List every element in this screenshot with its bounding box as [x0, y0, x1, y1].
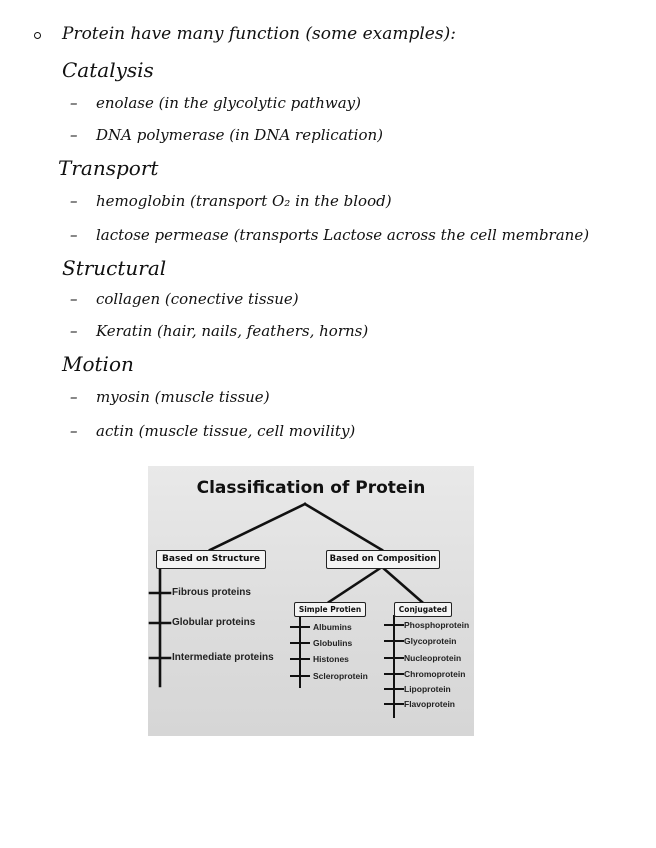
dash-icon: –: [70, 126, 78, 144]
structure-item: Intermediate proteins: [172, 652, 274, 663]
conjugated-item: Glycoprotein: [404, 636, 457, 646]
item-text: collagen (conective tissue): [96, 290, 299, 308]
simple-item: Globulins: [313, 638, 353, 648]
conjugated-item: Chromoprotein: [404, 669, 466, 679]
dash-icon: –: [70, 94, 78, 112]
heading-transport: Transport: [58, 156, 159, 180]
item-text: enolase (in the glycolytic pathway): [96, 94, 361, 112]
item-text: hemoglobin (transport O₂ in the blood): [96, 192, 392, 210]
protein-classification-figure: [148, 466, 474, 736]
heading-structural: Structural: [62, 256, 167, 280]
list-item: [70, 126, 383, 144]
list-item: [70, 290, 299, 308]
conjugated-box: Conjugated: [394, 602, 452, 617]
composition-box: Based on Composition: [326, 550, 440, 569]
dash-icon: –: [70, 290, 78, 308]
heading-catalysis: Catalysis: [62, 58, 154, 82]
item-text: lactose permease (transports Lactose across the cell membrane): [96, 226, 590, 244]
dash-icon: –: [70, 422, 78, 440]
list-item: [70, 94, 361, 112]
simple-item: Scleroprotein: [313, 671, 368, 681]
conjugated-item: Phosphoprotein: [404, 620, 470, 630]
list-item: [70, 322, 368, 340]
structure-item: Fibrous proteins: [172, 587, 251, 598]
dash-icon: –: [70, 226, 78, 244]
item-text: DNA polymerase (in DNA replication): [96, 126, 383, 144]
list-item: [70, 226, 589, 244]
conjugated-item: Nucleoprotein: [404, 653, 462, 663]
simple-item: Albumins: [313, 622, 352, 632]
simple-protein-box: Simple Protien: [294, 602, 366, 617]
structure-item: Globular proteins: [172, 617, 256, 628]
simple-item: Histones: [313, 654, 349, 664]
bullet-icon: [34, 32, 41, 39]
dash-icon: –: [70, 192, 78, 210]
conjugated-item: Flavoprotein: [404, 699, 456, 709]
dash-icon: –: [70, 388, 78, 406]
dash-icon: –: [70, 322, 78, 340]
figure-title: Classification of Protein: [196, 478, 426, 498]
structure-box: Based on Structure: [156, 550, 266, 569]
intro-line: Protein have many function (some examples):: [62, 24, 456, 44]
item-text: actin (muscle tissue, cell movility): [96, 422, 356, 440]
list-item: [70, 192, 392, 210]
list-item: [70, 422, 355, 440]
heading-motion: Motion: [62, 352, 134, 376]
item-text: myosin (muscle tissue): [96, 388, 270, 406]
list-item: [70, 388, 270, 406]
item-text: Keratin (hair, nails, feathers, horns): [96, 322, 369, 340]
tree-connector-lines: [148, 466, 474, 736]
conjugated-item: Lipoprotein: [404, 684, 451, 694]
